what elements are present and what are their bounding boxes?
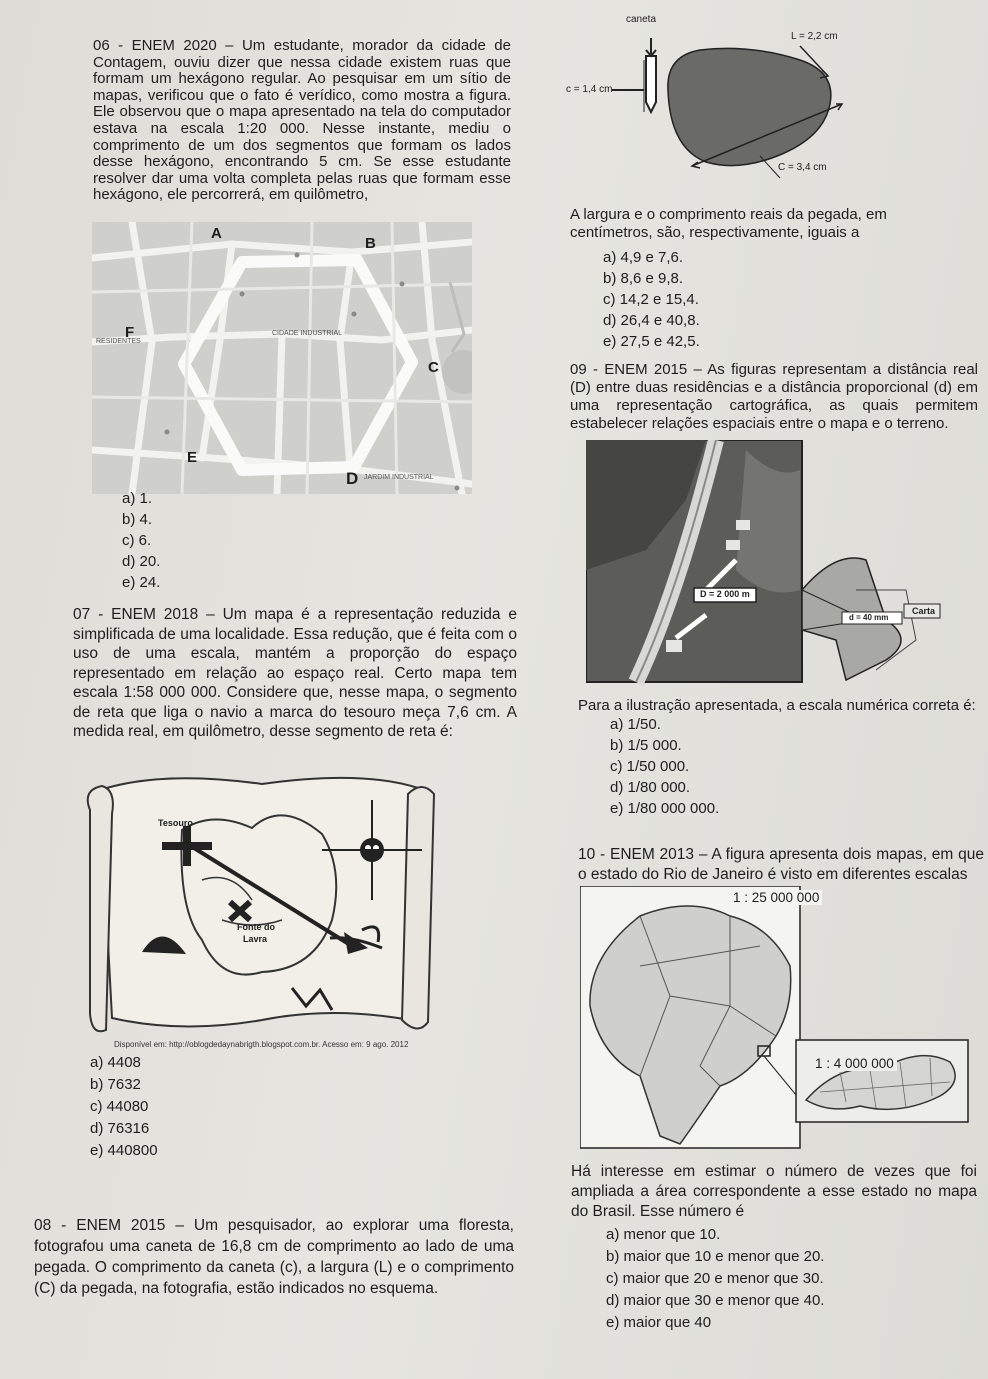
q06-text: 06 - ENEM 2020 – Um estudante, morador da cidade de Contagem, ouviu dizer que nessa cidade existem ruas que formam um hexágono regular. Ao pesquisar em um sítio de mapas, verificou que o fato é verídico, como mostra a figura. Ele observou que o mapa apresentado na tela do computador estava na escala 1:20 000. Nesse instante, mediu o comprimento de um dos segmentos que formam os lados desse hexágono, encontrando 5 cm. Se esse estudante resolver dar uma volta completa pelas ruas que formam esse hexágono, ele percorrerá, em quilômetro, bbox=[93, 37, 511, 204]
q07-label-lavra: Lavra bbox=[243, 934, 268, 944]
q06-option-d[interactable]: d) 20. bbox=[122, 553, 161, 570]
q06-options bbox=[122, 488, 160, 593]
q09-label-d: d = 40 mm bbox=[849, 613, 889, 622]
q06-city-map bbox=[92, 222, 472, 494]
q10-statement bbox=[578, 845, 984, 885]
q10-brazil-maps bbox=[580, 886, 970, 1152]
q06-label-e: E bbox=[187, 449, 198, 466]
q10-option-b[interactable]: b) maior que 10 e menor que 20. bbox=[606, 1248, 825, 1265]
q10-scale-2: 1 : 4 000 000 bbox=[812, 1056, 897, 1071]
q07-text: 07 - ENEM 2018 – Um mapa é a representação reduzida e simplificada de uma localidade. Essa redução, que é feita com o uso de uma escala, mantém a proporção do espaço representado em relação ao espaço real. Certo mapa tem escala 1:58 000 000. Considere que, nesse mapa, o segmento de reta que liga o navio a marca do tesouro meça 7,6 cm. A medida real, em quilômetro, desse segmento de reta é: bbox=[73, 606, 517, 740]
q06-option-b[interactable]: b) 4. bbox=[122, 511, 153, 528]
q07-option-d[interactable]: d) 76316 bbox=[90, 1120, 150, 1137]
q06-option-a[interactable]: a) 1. bbox=[122, 490, 153, 507]
footprint bbox=[668, 48, 831, 165]
q07-label-fonte: Fonte do bbox=[237, 922, 275, 932]
q08-options bbox=[603, 247, 700, 352]
q07-option-a[interactable]: a) 4408 bbox=[90, 1054, 141, 1071]
q10-scale-1: 1 : 25 000 000 bbox=[730, 890, 822, 905]
q09-label-D: D = 2 000 m bbox=[700, 589, 750, 599]
q06-option-c[interactable]: c) 6. bbox=[122, 532, 152, 549]
q10-option-c[interactable]: c) maior que 20 e menor que 30. bbox=[606, 1270, 824, 1287]
q10-option-d[interactable]: d) maior que 30 e menor que 40. bbox=[606, 1292, 825, 1309]
q08-question: A largura e o comprimento reais da pegada, em centímetros, são, respectivamente, iguais a bbox=[570, 206, 887, 241]
q06-label-b: B bbox=[365, 235, 376, 252]
q08-statement bbox=[34, 1215, 514, 1299]
q07-option-b[interactable]: b) 7632 bbox=[90, 1076, 141, 1093]
q08-label-L: L = 2,2 cm bbox=[791, 31, 838, 42]
q09-options bbox=[610, 714, 719, 819]
q09-text: 09 - ENEM 2015 – As figuras representam a distância real (D) entre duas residências e a distância proporcional (d) em uma representação cartográfica, as quais permitem estabelecer relações espaciais entre o mapa e o terreno. bbox=[570, 361, 978, 432]
q08-option-e[interactable]: e) 27,5 e 42,5. bbox=[603, 333, 700, 350]
q06-label-d: D bbox=[346, 469, 359, 488]
q08-option-c[interactable]: c) 14,2 e 15,4. bbox=[603, 291, 699, 308]
q10-question-text: Há interesse em estimar o número de vezes que foi ampliada a área correspondente a esse estado no mapa do Brasil. Esse número é bbox=[571, 1163, 977, 1220]
q09-option-d[interactable]: d) 1/80 000. bbox=[610, 779, 691, 796]
q10-text: 10 - ENEM 2013 – A figura apresenta dois mapas, em que o estado do Rio de Janeiro é visto em diferentes escalas bbox=[578, 846, 984, 883]
q07-options bbox=[90, 1052, 158, 1162]
q06-label-jardim: JARDIM INDUSTRIAL bbox=[364, 474, 434, 481]
q09-option-a[interactable]: a) 1/50. bbox=[610, 716, 661, 733]
q08-option-a[interactable]: a) 4,9 e 7,6. bbox=[603, 249, 684, 266]
q10-option-e[interactable]: e) maior que 40 bbox=[606, 1314, 712, 1331]
q08-label-c: c = 1,4 cm bbox=[566, 84, 613, 95]
q06-label-cidade: CIDADE INDUSTRIAL bbox=[272, 330, 343, 337]
q06-label-residentes: RESIDENTES bbox=[96, 338, 141, 345]
q09-statement bbox=[570, 361, 978, 433]
q08-option-d[interactable]: d) 26,4 e 40,8. bbox=[603, 312, 700, 329]
q07-statement bbox=[73, 605, 517, 742]
q08-option-b[interactable]: b) 8,6 e 9,8. bbox=[603, 270, 684, 287]
q06-label-c: C bbox=[428, 359, 439, 376]
q06-option-e[interactable]: e) 24. bbox=[122, 574, 161, 591]
q08-label-C: C = 3,4 cm bbox=[778, 162, 827, 173]
q09-label-carta: Carta bbox=[912, 606, 936, 616]
q10-question bbox=[571, 1162, 977, 1222]
q10-options bbox=[606, 1224, 824, 1334]
q09-terrain-figure bbox=[586, 440, 942, 690]
q06-label-a: A bbox=[211, 225, 222, 242]
q08-text: 08 - ENEM 2015 – Um pesquisador, ao explorar uma floresta, fotografou uma caneta de 16,8 cm de comprimento ao lado de uma pegada. O comprimento da caneta (c), a largura (L) e o comprimento (C) da pegada, na fotografia, estão indicados no esquema. bbox=[34, 1217, 514, 1297]
q10-option-a[interactable]: a) menor que 10. bbox=[606, 1226, 721, 1243]
q07-treasure-map bbox=[82, 770, 442, 1040]
q07-source: Disponível em: http://oblogdedaynabrigth.blogspot.com.br. Acesso em: 9 ago. 2012 bbox=[114, 1040, 409, 1049]
q09-option-b[interactable]: b) 1/5 000. bbox=[610, 737, 682, 754]
q07-option-c[interactable]: c) 44080 bbox=[90, 1098, 149, 1115]
q06-statement bbox=[93, 38, 511, 204]
q09-option-c[interactable]: c) 1/50 000. bbox=[610, 758, 690, 775]
q08-footprint-diagram bbox=[560, 16, 860, 202]
q09-option-e[interactable]: e) 1/80 000 000. bbox=[610, 800, 720, 817]
q09-question: Para a ilustração apresentada, a escala numérica correta é: bbox=[578, 697, 976, 714]
q06-label-f: F bbox=[125, 324, 135, 341]
q07-option-e[interactable]: e) 440800 bbox=[90, 1142, 158, 1159]
q08-label-caneta: caneta bbox=[626, 14, 657, 25]
q07-label-tesouro: Tesouro bbox=[158, 818, 193, 828]
